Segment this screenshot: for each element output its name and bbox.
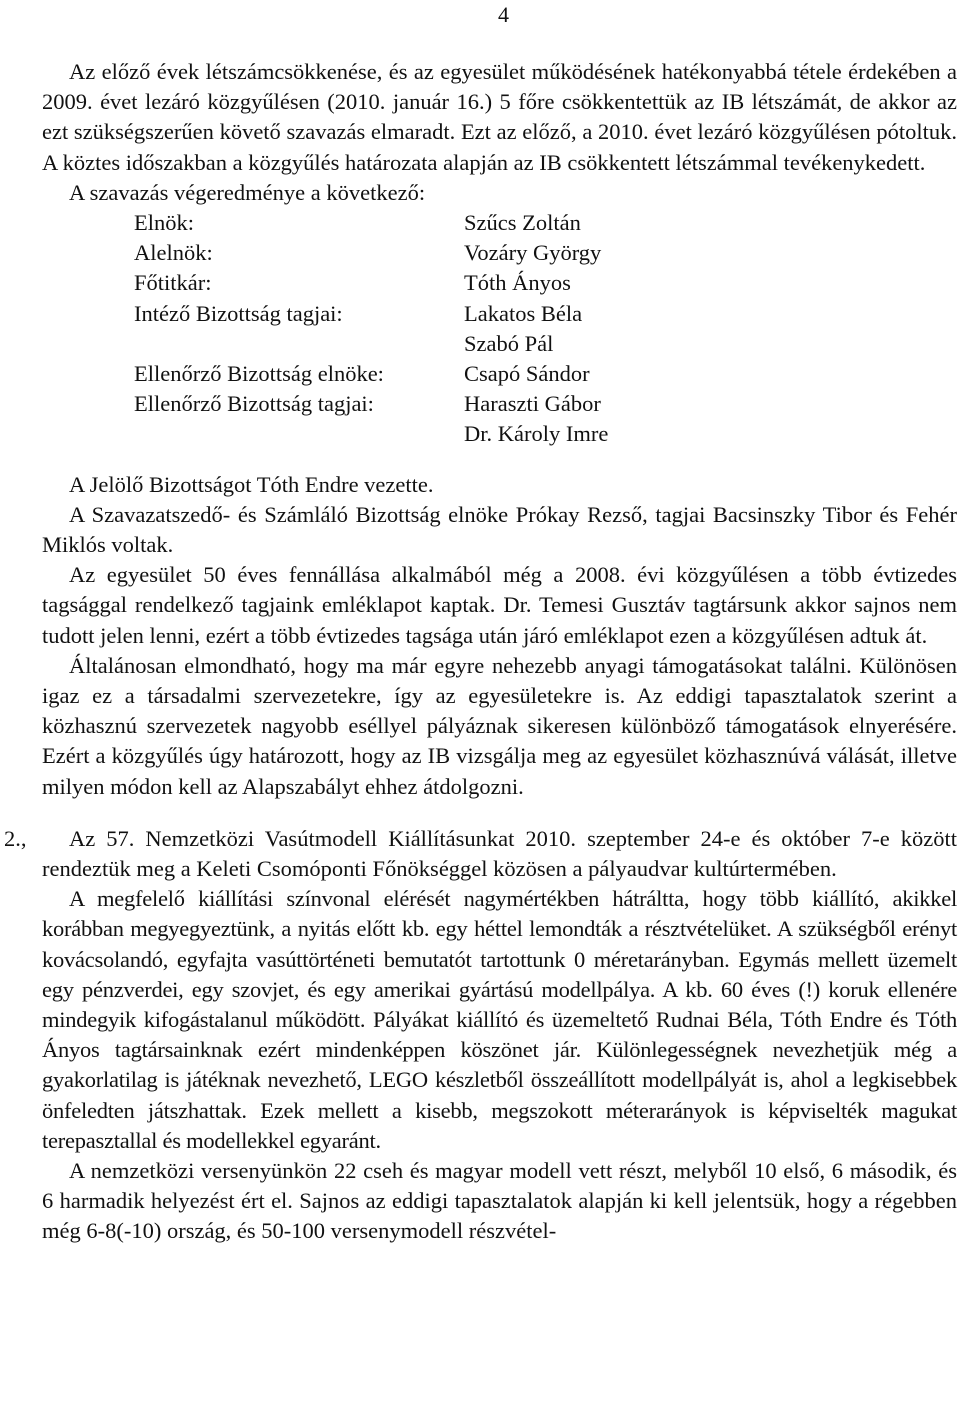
paragraph-exhibition-details: A megfelelő kiállítási színvonal elérését nagymértékben hátráltta, hogy több kiállító, akikkel korábban megyegyeztünk, a nyitás előtt kb. egy héttel lemondták a résztvételüket. A szükségből erényt kovácsolandó, egyfajta vasúttörténeti bemutatót tartottunk 0 méretarányban. Egymás mellett üzemelt egy pénzverdei, egy szovjet, és egy amerikai gyártású modellpálya. A kb. 60 éves (!) koruk ellenére mindegyik kifogástalanul működött. Pályákat kiállító és üzemeltető Rudnai Béla, Tóth Endre és Tóth Ányos tagtársainknak ezért mindenképpen köszönet jár. Különlegességnek nevezhetjük még a gyakorlatilag is játéknak nevezhető, LEGO készletből összeállított modellpályát is, ahol a legkisebbek önfeledten játszhattak. Ezek mellett a kisebb, megszokott méterarányok is képviselték magukat terepasztallal és modellekkel egyaránt. — [42, 886, 957, 1153]
role-label — [134, 419, 464, 449]
paragraph-vote-intro: A szavazás végeredménye a következő: — [69, 179, 426, 205]
person-name: Dr. Károly Imre — [464, 421, 609, 447]
election-result-row — [134, 299, 957, 329]
role-label: Ellenőrző Bizottság elnöke: — [134, 360, 384, 386]
paragraph-funding: Általánosan elmondható, hogy ma már egyre nehezebb anyagi támogatásokat találni. Különösen igaz ez a társadalmi szervezetekre, így az egyesületekre is. Az eddigi tapasztalatok szerint a közhasznú szervezetek nagyobb eséllyel pályáznak sikeresen különböző támogatások elnyerésére. Ezért a közgyűlés úgy határozott, hogy az IB vizsgálja meg az egyesület közhasznúvá válását, illetve milyen módon kell az Alapszabályt ehhez átdolgozni. — [42, 652, 957, 799]
section-2 — [4, 824, 957, 1247]
role-label: Ellenőrző Bizottság tagjai: — [134, 391, 374, 417]
election-result-row — [134, 208, 957, 238]
role-label: Alelnök: — [134, 240, 213, 266]
person-name: Vozáry György — [464, 240, 602, 266]
election-result-row — [134, 238, 957, 268]
election-result-row — [134, 359, 957, 389]
election-result-row — [134, 329, 957, 359]
person-name: Csapó Sándor — [464, 360, 590, 386]
spacer — [42, 450, 957, 470]
person-name: Haraszti Gábor — [464, 391, 601, 417]
person-name: Szűcs Zoltán — [464, 210, 581, 236]
person-name: Szabó Pál — [464, 330, 554, 356]
section-number: 2., — [4, 825, 27, 851]
document-body — [4, 57, 957, 1247]
person-name: Lakatos Béla — [464, 300, 583, 326]
paragraph-nominating-committee: A Jelölő Bizottságot Tóth Endre vezette. — [69, 471, 434, 497]
election-results-list — [134, 208, 957, 450]
role-label: Intéző Bizottság tagjai: — [134, 300, 343, 326]
role-label: Főtitkár: — [134, 270, 212, 296]
paragraph-exhibition: Az 57. Nemzetközi Vasútmodell Kiállításunkat 2010. szeptember 24-e és október 7-e között rendeztük meg a Keleti Csomóponti Főnökséggel közösen a pályaudvar kultúrtermében. — [42, 825, 957, 881]
election-result-row — [134, 389, 957, 419]
spacer — [42, 802, 957, 824]
election-result-row — [134, 268, 957, 298]
paragraph-anniversary: Az egyesület 50 éves fennállása alkalmából még a 2008. évi közgyűlésen a több évtizedes tagsággal rendelkező tagjaink emléklapot kaptak. Dr. Temesi Gusztáv tagtársunk akkor sajnos nem tudott jelen lenni, ezért a több évtizedes tagsága után járó emléklapot ezen a közgyűlésen adtuk át. — [42, 562, 957, 648]
role-label: Elnök: — [134, 210, 194, 236]
paragraph-competition: A nemzetközi versenyünkön 22 cseh és magyar modell vett részt, melyből 10 első, 6 második, és 6 harmadik helyezést ért el. Sajnos az eddigi tapasztalatok alapján ki kell jelentsük, hogy a régebben még 6-8(-10) ország, és 50-100 versenymodell részvétel- — [42, 1157, 957, 1244]
paragraph-ib-reduction: Az előző évek létszámcsökkenése, és az egyesület működésének hatékonyabbá tétele érdekében a 2009. évet lezáró közgyűlésen (2010. január 16.) 5 főre csökkentettük az IB létszámát, de akkor az ezt szükségszerűen követő szavazás elmaradt. Ezt az előző, a 2010. évet lezáró közgyűlésen pótoltuk. A köztes időszakban a közgyűlés határozata alapján az IB csökkentett létszámmal tevékenykedett. — [42, 59, 957, 175]
role-label — [134, 329, 464, 359]
person-name: Tóth Ányos — [464, 270, 571, 296]
paragraph-counting-committee: A Szavazatszedő- és Számláló Bizottság elnöke Prókay Rezső, tagjai Bacsinszky Tibor és Fehér Miklós voltak. — [42, 501, 957, 557]
page-number: 4 — [498, 2, 509, 27]
election-result-row — [134, 419, 957, 449]
